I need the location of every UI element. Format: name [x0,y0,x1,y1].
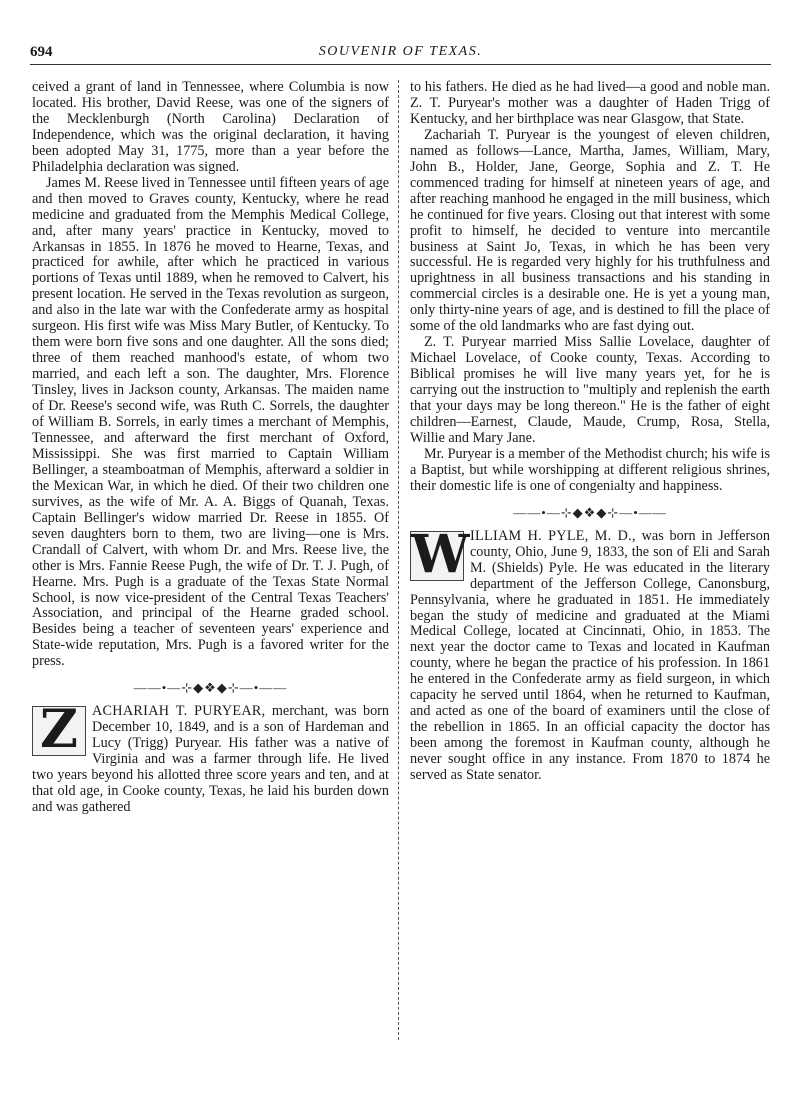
running-title: SOUVENIR OF TEXAS. [318,44,483,59]
column-divider [398,80,399,1040]
page-header [30,44,771,65]
biography-puryear [32,699,389,816]
paragraph: to his fathers. He died as he had lived—a good and noble man. Z. T. Puryear's mother was a daughter of Haden Trigg of Kentucky, and her birthplace was near Glasgow, that State. [410,79,770,127]
biography-name: ACHARIAH T. PURYEAR, [92,703,266,720]
left-column [32,80,389,816]
paragraph: James M. Reese lived in Tennessee until fifteen years of age and then moved to Graves county, Kentucky, where he read medicine and graduated from the Memphis Medical College, and, after many years' practice in Kentucky, moved to Arkansas in 1855. In 1876 he moved to Hearne, Texas, and practiced for awhile, after which he practiced in various portions of Texas until 1889, when he removed to Calvert, his present location. He served in the Texas revolution as surgeon, and also in the late war with the Confederate army as hospital surgeon. His first wife was Miss Mary Butler, of Kentucky. To them were born five sons and one daughter. All the sons died; three of them reached manhood's estate, of whom two married, and each left a son. The daughter, Mrs. Florence Tinsley, lives in Jackson county, Arkansas. The maiden name of Dr. Reese's second wife, was Ruth C. Sorrels, the daughter of William B. Sorrels, in early times a merchant of Memphis, Tennessee, and afterward the first merchant of Oxford, Mississippi. She was first married to Captain William Bellinger, a steamboatman of Memphis, afterward a soldier in the Mexican War, in which he died. Of their two children one survives, as the wife of Mr. A. A. Biggs of Quanah, Texas. Captain Bellinger's widow married Dr. Reese in 1855. Of seven daughters born to them, two are living—one is Mrs. Crandall of Calvert, with whom Dr. and Mrs. Reese live, the other is Mrs. Fannie Reese Pugh, the wife of Dr. T. J. Pugh, of Hearne. Mrs. Pugh is a graduate of the Texas State Normal School, is now vice-president of the Central Texas Teachers' Association, and principal of the Hearne graded school. Besides being a teacher of seventeen years' experience and State-wide reputation, Mrs. Pugh is a favored writer for the press. [32,174,389,670]
paragraph: ceived a grant of land in Tennessee, where Columbia is now located. His brother, David Reese, was one of the signers of the Mecklenburgh (North Carolina) Declaration of Independence, which was the original declaration, it having been adopted May 31, 1775, more than a year before the Philadelphia declaration was signed. [32,79,389,175]
paragraph: Mr. Puryear is a member of the Methodist church; his wife is a Baptist, but while worshipping at different religious shrines, their domestic life is one of congenialty and happiness. [410,445,770,494]
section-ornament: ——•—⊹◆❖◆⊹—•—— [133,680,288,696]
biography-body: merchant, was born December 10, 1849, and is a son of Hardeman and Lucy (Trigg) Puryear. His father was a native of Virginia and was a farmer through life. He lived two years beyond his allotted three score years and ten, and at that old age, in Cooke county, Texas, he laid his burden down and was gathered [32,703,389,815]
page-number: 694 [30,44,53,60]
biography-name: ILLIAM H. PYLE, M. D., [470,527,636,544]
drop-cap: Z [32,706,86,756]
biography-pyle [410,523,770,784]
section-ornament: ——•—⊹◆❖◆⊹—•—— [513,504,667,520]
paragraph: Zachariah T. Puryear is the youngest of eleven children, named as follows—Lance, Martha, James, William, Mary, John B., Holder, Jane, George, Sophia and Z. T. He commenced trading for himself at nineteen years of age, and after reaching manhood he engaged in the mill business, which he continued for five years. Closing out that interest with some profit to himself, he decided to venture into mercantile business at Saint Jo, Texas, in which he has been very successful. He is regarded very highly for his truthfulness and uprightness in all business transactions and his standing in commercial circles is a desirable one. He is yet a young man, only thirty-nine years of age, and is destined to fill the place of some of the old landmarks who are fast dying out. [410,126,770,335]
paragraph: Z. T. Puryear married Miss Sallie Lovelace, daughter of Michael Lovelace, of Cooke county, Texas. According to Biblical promises he will live many years yet, for he is carrying out the instruction to "multiply and replenish the earth that your days may be long thereon." He is the father of eight children—Earnest, Claude, Maude, Crump, Rosa, Stella, Willie and Mary Jane. [410,334,770,446]
right-column [410,80,770,784]
biography-body: was born in Jefferson county, Ohio, June 9, 1833, the son of Eli and Sarah M. (Shields) Pyle. He was educated in the literary department of the Jefferson College, Canonsburg, Pennsylvania, where he graduated in 1851. He immediately began the study of medicine and graduated at the Miami Medical College, located at Cincinnati, Ohio, in 1853. The next year the doctor came to Texas and located in Kaufman county, where he began the practice of his profession. In 1861 he entered in the Confederate army as field surgeon, in which capacity he served until 1864, when he returned to Kaufman, and acted as one of the board of examiners until the close of the rebellion in 1865. In an official capacity the doctor has been among the foremost in Kaufman county, although he never sought office in any instance. From 1870 to 1874 he served as State senator. [410,527,770,784]
drop-cap: W [411,523,470,585]
